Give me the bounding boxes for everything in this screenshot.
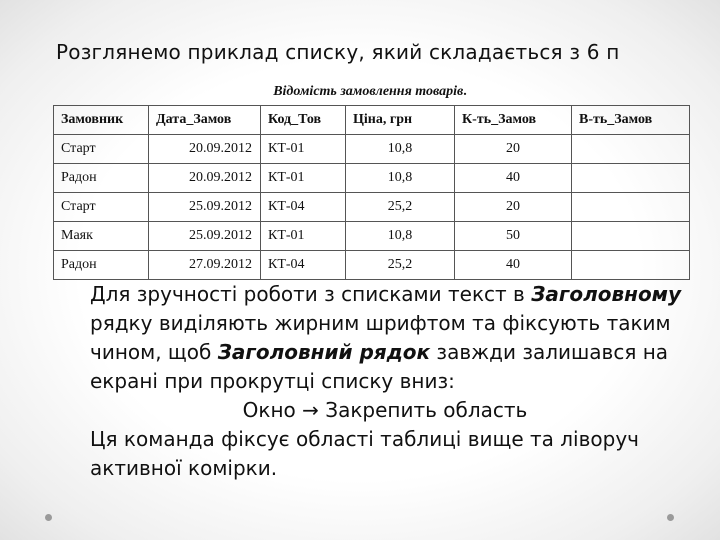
cell-customer: Маяк bbox=[54, 222, 149, 251]
cell-order-date: 20.09.2012 bbox=[149, 135, 261, 164]
cell-product-code: КТ-01 bbox=[261, 164, 346, 193]
emphasis-header-word: Заголовному bbox=[531, 282, 682, 306]
cell-customer: Радон bbox=[54, 164, 149, 193]
col-header-price: Ціна, грн bbox=[346, 106, 455, 135]
table-row bbox=[54, 222, 690, 251]
table-row bbox=[54, 193, 690, 222]
right-bullet-dot bbox=[667, 514, 674, 521]
cell-price: 10,8 bbox=[346, 164, 455, 193]
left-bullet-dot bbox=[45, 514, 52, 521]
col-header-order-date: Дата_Замов bbox=[149, 106, 261, 135]
cell-product-code: КТ-01 bbox=[261, 222, 346, 251]
cell-order-value bbox=[572, 222, 690, 251]
cell-order-value bbox=[572, 193, 690, 222]
table-caption-period: . bbox=[463, 84, 467, 99]
cell-customer: Старт bbox=[54, 135, 149, 164]
cell-price: 10,8 bbox=[346, 222, 455, 251]
paragraph-text: рядку виділяють жирним шрифтом та фіксують таким чином, щоб bbox=[90, 311, 671, 364]
cell-order-qty: 40 bbox=[455, 164, 572, 193]
orders-table bbox=[53, 105, 690, 280]
cell-order-qty: 40 bbox=[455, 251, 572, 280]
table-row bbox=[54, 251, 690, 280]
table-row bbox=[54, 164, 690, 193]
cell-order-value bbox=[572, 251, 690, 280]
cell-order-value bbox=[572, 135, 690, 164]
cell-order-date: 27.09.2012 bbox=[149, 251, 261, 280]
menu-command: Окно → Закрепить область bbox=[242, 398, 528, 422]
col-header-customer: Замовник bbox=[54, 106, 149, 135]
cell-order-date: 25.09.2012 bbox=[149, 193, 261, 222]
slide-body bbox=[46, 280, 696, 483]
table-header-row bbox=[54, 106, 690, 135]
paragraph-header-row bbox=[46, 280, 696, 396]
cell-order-qty: 20 bbox=[455, 193, 572, 222]
paragraph-text: завжди залишався на екрані при прокрутці списку вниз: bbox=[90, 340, 669, 393]
paragraph-command-effect: Ця команда фіксує області таблиці вище та ліворуч активної комірки. bbox=[90, 427, 639, 480]
cell-customer: Старт bbox=[54, 193, 149, 222]
paragraph-text: Для зручності роботи з списками текст в bbox=[90, 282, 532, 306]
table-row bbox=[54, 135, 690, 164]
cell-order-value bbox=[572, 164, 690, 193]
cell-product-code: КТ-04 bbox=[261, 193, 346, 222]
cell-order-qty: 50 bbox=[455, 222, 572, 251]
cell-product-code: КТ-01 bbox=[261, 135, 346, 164]
table-caption-text: Відомість замовлення товарів bbox=[273, 84, 464, 99]
cell-product-code: КТ-04 bbox=[261, 251, 346, 280]
cell-price: 10,8 bbox=[346, 135, 455, 164]
cell-customer: Радон bbox=[54, 251, 149, 280]
cell-price: 25,2 bbox=[346, 193, 455, 222]
cell-order-date: 25.09.2012 bbox=[149, 222, 261, 251]
col-header-product-code: Код_Тов bbox=[261, 106, 346, 135]
table-caption bbox=[0, 84, 720, 100]
slide-heading: Розглянемо приклад списку, який складається з 6 п bbox=[56, 40, 620, 64]
cell-order-date: 20.09.2012 bbox=[149, 164, 261, 193]
emphasis-header-row: Заголовний рядок bbox=[217, 340, 431, 364]
col-header-order-value: В-ть_Замов bbox=[572, 106, 690, 135]
cell-order-qty: 20 bbox=[455, 135, 572, 164]
col-header-order-qty: К-ть_Замов bbox=[455, 106, 572, 135]
cell-price: 25,2 bbox=[346, 251, 455, 280]
